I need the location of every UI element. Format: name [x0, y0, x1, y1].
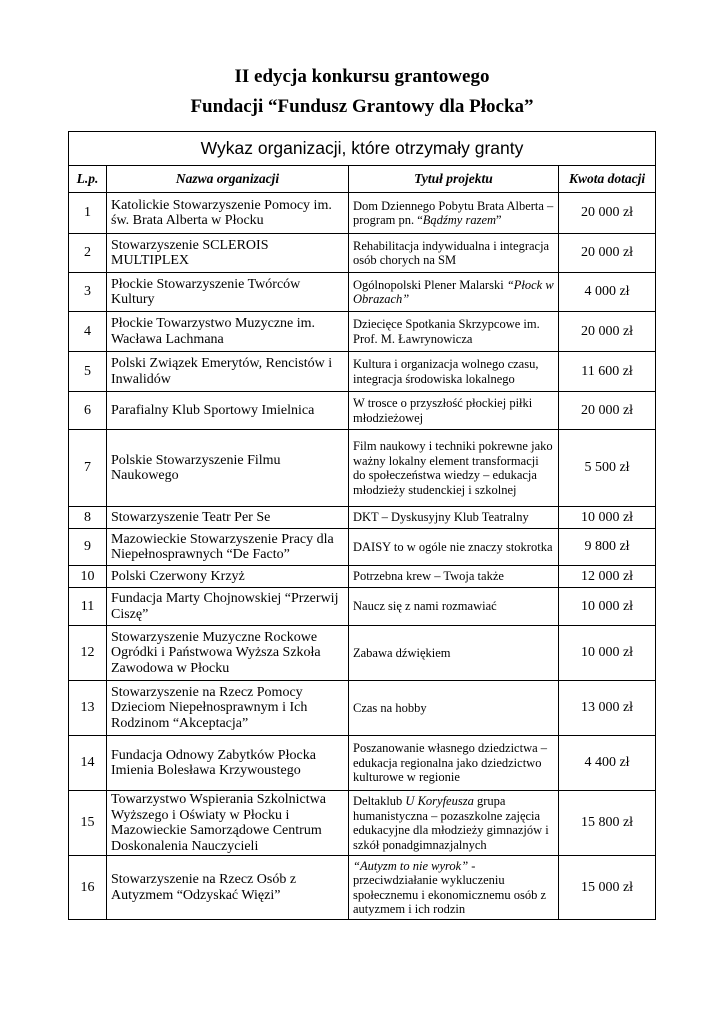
- project-title-part: grupa humanistyczna – pozaszkolne zajęcia edukacyjne dla młodzieży gimnazjów i szkół ponadgimnazjalnych: [353, 794, 549, 852]
- grants-table: [68, 131, 656, 920]
- organization-name: Fundacja Odnowy Zabytków Płocka Imienia Bolesława Krzywoustego: [107, 736, 349, 791]
- grant-amount: 10 000 zł: [559, 507, 656, 529]
- grant-amount: 10 000 zł: [559, 626, 656, 681]
- organization-name: Stowarzyszenie SCLEROIS MULTIPLEX: [107, 234, 349, 273]
- grant-amount: 20 000 zł: [559, 234, 656, 273]
- row-number: 9: [69, 529, 107, 566]
- column-header-project-title: Tytuł projektu: [349, 166, 559, 193]
- project-title: [349, 273, 559, 312]
- project-title: [349, 193, 559, 234]
- row-number: 6: [69, 392, 107, 430]
- grant-amount: 11 600 zł: [559, 352, 656, 392]
- organization-name: Płockie Stowarzyszenie Twórców Kultury: [107, 273, 349, 312]
- project-title-part: Zabawa dźwiękiem: [353, 645, 451, 660]
- organization-name: Mazowieckie Stowarzyszenie Pracy dla Niepełnosprawnych “De Facto”: [107, 529, 349, 566]
- organization-name: Katolickie Stowarzyszenie Pomocy im. św. Brata Alberta w Płocku: [107, 193, 349, 234]
- table-subtitle: Wykaz organizacji, które otrzymały granty: [69, 132, 656, 166]
- project-title: [349, 529, 559, 566]
- project-title-part: Czas na hobby: [353, 700, 427, 715]
- row-number: 15: [69, 791, 107, 856]
- row-number: 16: [69, 856, 107, 920]
- row-number: 10: [69, 566, 107, 588]
- organization-name: Polski Związek Emerytów, Rencistów i Inwalidów: [107, 352, 349, 392]
- project-title-part: Poszanowanie własnego dziedzictwa – edukacja regionalna jako dziedzictwo kulturowe w regionie: [353, 741, 548, 785]
- document-title-line1: II edycja konkursu grantowego: [234, 66, 490, 87]
- row-number: 14: [69, 736, 107, 791]
- row-number: 4: [69, 312, 107, 352]
- table-row: [69, 273, 656, 312]
- table-row: [69, 529, 656, 566]
- project-title-part: “Płock w Obrazach”: [353, 277, 554, 306]
- organization-name: Stowarzyszenie Teatr Per Se: [107, 507, 349, 529]
- project-title: [349, 234, 559, 273]
- grant-amount: 4 400 zł: [559, 736, 656, 791]
- table-row: [69, 588, 656, 626]
- column-header-grant-amount: Kwota dotacji: [559, 166, 656, 193]
- project-title: [349, 791, 559, 856]
- table-row: [69, 626, 656, 681]
- project-title: [349, 430, 559, 507]
- row-number: 7: [69, 430, 107, 507]
- grant-amount: 9 800 zł: [559, 529, 656, 566]
- project-title-part: ”: [496, 213, 502, 227]
- column-header-organization: Nazwa organizacji: [107, 166, 349, 193]
- organization-name: Parafialny Klub Sportowy Imielnica: [107, 392, 349, 430]
- table-row: [69, 507, 656, 529]
- grant-amount: 4 000 zł: [559, 273, 656, 312]
- organization-name: Płockie Towarzystwo Muzyczne im. Wacława Lachmana: [107, 312, 349, 352]
- organization-name: Stowarzyszenie na Rzecz Osób z Autyzmem “Odzyskać Więzi”: [107, 856, 349, 920]
- organization-name: Polski Czerwony Krzyż: [107, 566, 349, 588]
- column-header-lp: L.p.: [69, 166, 107, 193]
- table-row: [69, 312, 656, 352]
- project-title: [349, 856, 559, 920]
- project-title-part: Dziecięce Spotkania Skrzypcowe im. Prof. M. Ławrynowicza: [353, 317, 540, 346]
- table-row: [69, 392, 656, 430]
- grant-amount: 20 000 zł: [559, 392, 656, 430]
- project-title: [349, 566, 559, 588]
- organization-name: Stowarzyszenie Muzyczne Rockowe Ogródki i Państwowa Wyższa Szkoła Zawodowa w Płocku: [107, 626, 349, 681]
- grant-amount: 10 000 zł: [559, 588, 656, 626]
- project-title-part: Rehabilitacja indywidualna i integracja osób chorych na SM: [353, 238, 550, 267]
- grant-amount: 20 000 zł: [559, 312, 656, 352]
- row-number: 5: [69, 352, 107, 392]
- row-number: 1: [69, 193, 107, 234]
- project-title-part: Ogólnopolski Plener Malarski: [353, 277, 507, 292]
- project-title-part: Deltaklub: [353, 794, 406, 808]
- organization-name: Towarzystwo Wspierania Szkolnictwa Wyższego i Oświaty w Płocku i Mazowieckie Samorządowe Centrum Doskonalenia Nauczycieli: [107, 791, 349, 856]
- row-number: 8: [69, 507, 107, 529]
- row-number: 12: [69, 626, 107, 681]
- row-number: 2: [69, 234, 107, 273]
- document-title-line2: Fundacji “Fundusz Grantowy dla Płocka”: [190, 96, 534, 117]
- grant-amount: 20 000 zł: [559, 193, 656, 234]
- project-title: [349, 736, 559, 791]
- row-number: 13: [69, 681, 107, 736]
- project-title-part: DKT – Dyskusyjny Klub Teatralny: [353, 510, 529, 525]
- organization-name: Polskie Stowarzyszenie Filmu Naukowego: [107, 430, 349, 507]
- organization-name: Fundacja Marty Chojnowskiej “Przerwij Ciszę”: [107, 588, 349, 626]
- grant-amount: 12 000 zł: [559, 566, 656, 588]
- organization-name: Stowarzyszenie na Rzecz Pomocy Dzieciom Niepełnosprawnym i Ich Rodzinom “Akceptacja”: [107, 681, 349, 736]
- grant-amount: 13 000 zł: [559, 681, 656, 736]
- table-row: [69, 566, 656, 588]
- project-title: [349, 588, 559, 626]
- project-title: [349, 312, 559, 352]
- table-row: [69, 352, 656, 392]
- row-number: 3: [69, 273, 107, 312]
- table-row: [69, 856, 656, 920]
- project-title-part: DAISY to w ogóle nie znaczy stokrotka: [353, 539, 553, 554]
- grant-amount: 15 000 zł: [559, 856, 656, 920]
- table-row: [69, 193, 656, 234]
- project-title-part: Film naukowy i techniki pokrewne jako ważny lokalny element transformacji do społeczeństwa wiedzy – edukacja młodzieży studenckiej i szkolnej: [353, 439, 553, 497]
- table-header-row: [69, 166, 656, 193]
- project-title: [349, 626, 559, 681]
- project-title-part: Dom Dziennego Pobytu Brata Alberta – program pn. “: [353, 198, 554, 227]
- grant-amount: 5 500 zł: [559, 430, 656, 507]
- table-subtitle-row: [69, 132, 656, 166]
- table-row: [69, 430, 656, 507]
- table-row: [69, 736, 656, 791]
- project-title-part: - przeciwdziałanie wykluczeniu społecznemu i ekonomicznemu osób z autyzmem i ich rodzin: [353, 858, 546, 916]
- project-title-part: W trosce o przyszłość płockiej piłki młodzieżowej: [353, 396, 533, 425]
- project-title-part: Kultura i organizacja wolnego czasu, integracja środowiska lokalnego: [353, 357, 539, 386]
- project-title-part: Bądźmy razem: [422, 213, 497, 227]
- project-title: [349, 681, 559, 736]
- table-row: [69, 234, 656, 273]
- table-row: [69, 681, 656, 736]
- project-title: [349, 507, 559, 529]
- table-row: [69, 791, 656, 856]
- project-title: [349, 392, 559, 430]
- project-title-part: “Autyzm to nie wyrok”: [353, 858, 469, 873]
- grant-amount: 15 800 zł: [559, 791, 656, 856]
- project-title-part: U Koryfeusza: [405, 794, 474, 808]
- row-number: 11: [69, 588, 107, 626]
- project-title: [349, 352, 559, 392]
- project-title-part: Naucz się z nami rozmawiać: [353, 599, 497, 614]
- project-title-part: Potrzebna krew – Twoja także: [353, 569, 504, 584]
